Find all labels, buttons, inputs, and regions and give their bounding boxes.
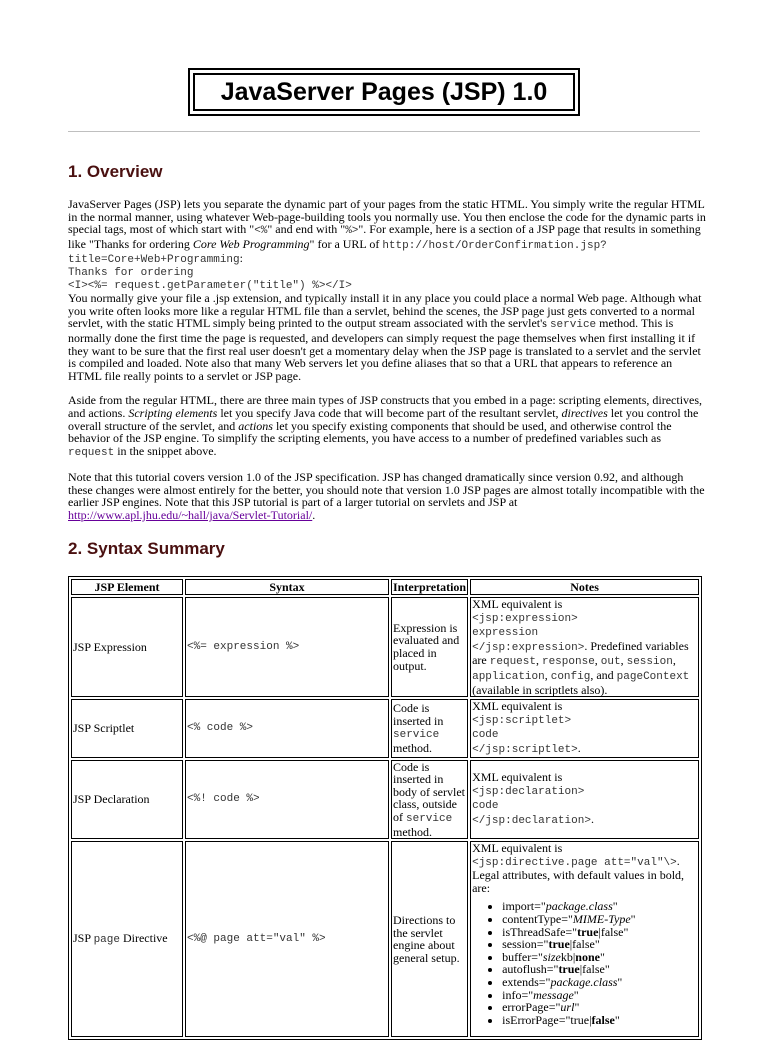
notes-xml-equiv: XML equivalent is	[472, 770, 563, 785]
cell-element: JSP Scriptlet	[71, 699, 183, 757]
cell-interpretation	[391, 760, 468, 840]
list-item: • isThreadSafe="true|false"	[502, 926, 697, 939]
cell-interpretation: Expression is evaluated and placed in output.	[391, 597, 468, 697]
code-line-2: <I><%= request.getParameter("title") %></I>	[68, 279, 352, 292]
p1-tag-close: %>	[345, 225, 359, 238]
p2-text-b: method. This is normally done the first time the page is requested, and developers can simply request the page themselves when first installing it if they want to be sure that the first real user doesn't get a momentary delay when the JSP page is translated to a servlet and the servlet is compiled and loaded. Note also that many Web servers let you define aliases that so that a URL that appears to reference an HTML file really points to a servlet or JSP page.	[68, 316, 701, 383]
page-title: JavaServer Pages (JSP) 1.0	[220, 77, 548, 106]
notes-code-body: code	[472, 729, 499, 742]
cell-notes: XML equivalent is <jsp:expression> expression </jsp:expression>. Predefined variables are request, response, out, session, application, config, and pageContext (available in scriptlets also).	[470, 597, 699, 697]
table-row	[71, 597, 699, 697]
notes-and: , and	[590, 667, 617, 682]
notes-code-close: </jsp:declaration>	[472, 814, 591, 827]
cell-syntax: <%@ page att="val" %>	[185, 841, 389, 1037]
p3-actions: actions	[238, 418, 273, 433]
cell-syntax: <%! code %>	[185, 760, 389, 840]
p3-scripting-elements: Scripting elements	[128, 405, 218, 420]
servlet-tutorial-link[interactable]: http://www.apl.jhu.edu/~hall/java/Servlet-Tutorial/	[68, 508, 313, 523]
p3-text-b: let you specify Java code that will become part of the resultant servlet,	[217, 405, 562, 420]
var-out: out	[600, 656, 621, 669]
table-header-row	[71, 579, 699, 595]
element-text-b: Directive	[119, 930, 168, 945]
notes-xml-equiv: XML equivalent is	[472, 597, 563, 611]
table-row	[71, 760, 699, 840]
horizontal-rule	[68, 131, 700, 132]
p1-url: http://host/OrderConfirmation.jsp?title=Core+Web+Programming	[68, 239, 607, 267]
notes-text: . Predefined variables are	[472, 638, 689, 668]
p1-text-c: ". For example, here is a section of a JSP page that results in something like "Thanks for ordering	[68, 222, 701, 251]
p2-text-a: You normally give your file a .jsp extension, and typically install it in any place you could place a normal Web page. Although what you write often looks more like a regular HTML file than a servlet, behind the scenes, the JSP page just gets converted to a normal servlet, with the static HTML simply being printed to the output stream associated with the servlet's	[68, 291, 702, 331]
p1-text-e: :	[239, 251, 243, 266]
attribute-list	[472, 900, 697, 1026]
header-jsp-element: JSP Element	[71, 579, 183, 595]
p2-service: service	[549, 319, 597, 332]
interp-text-b: method.	[393, 740, 432, 755]
notes-code-body: code	[472, 800, 499, 813]
notes-tail: (available in scriptlets also).	[472, 682, 608, 697]
notes-code-body: expression	[472, 627, 539, 640]
cell-element	[71, 841, 183, 1037]
header-interpretation: Interpretation	[393, 579, 467, 594]
notes-xml-equiv: XML equivalent is	[472, 841, 563, 856]
p1-tag-open: <%	[254, 225, 268, 238]
element-page: page	[93, 933, 120, 946]
p3-text-a: Aside from the regular HTML, there are three main types of JSP constructs that you embed in a page: scripting elements, directives, and actions.	[68, 393, 703, 420]
cell-notes	[470, 760, 699, 840]
p1-text-d: " for a URL of	[309, 236, 383, 251]
p3-text-e: in the snippet above.	[114, 443, 217, 458]
notes-code-open: <jsp:expression>	[472, 612, 578, 625]
list-item: • autoflush="true|false"	[502, 963, 697, 976]
notes-code-close: </jsp:scriptlet>	[472, 743, 578, 756]
notes-end: .	[676, 853, 680, 868]
header-notes: Notes	[470, 579, 699, 595]
overview-paragraph-1	[68, 198, 708, 522]
p4-text-b: .	[312, 508, 316, 523]
var-pagecontext: pageContext	[616, 670, 690, 683]
interp-service: service	[406, 812, 453, 825]
list-item: • extends="package.class"	[502, 976, 697, 989]
notes-end: .	[577, 740, 581, 755]
notes-legal: Legal attributes, with default values in bold, are:	[472, 868, 685, 895]
cell-notes	[470, 699, 699, 757]
notes-code-close: </jsp:expression>	[472, 641, 585, 654]
code-line-1: Thanks for ordering	[68, 266, 194, 279]
cell-interpretation: Directions to the servlet engine about general setup.	[391, 841, 468, 1037]
title-box	[188, 68, 580, 116]
p1-text-a: JavaServer Pages (JSP) lets you separate the dynamic part of your pages from the static HTML. You simply write the regular HTML in the normal manner, using whatever Web-page-building tools you normally use. You then enclose the code for the dynamic parts in special tags, most of which start with "	[68, 197, 706, 237]
cell-element: JSP Expression	[71, 597, 183, 697]
p4-text-a: Note that this tutorial covers version 1.0 of the JSP specification. JSP has changed dramatically since version 0.92, and although these changes were almost entirely for the better, you should note that version 1.0 JSP pages are almost totally incompatible with the earlier JSP engines. Note that this JSP tutorial is part of a larger tutorial on servlets and JSP at	[68, 470, 705, 510]
notes-end: .	[590, 811, 594, 826]
var-config: config	[550, 670, 591, 683]
table-row	[71, 841, 699, 1037]
var-request: request	[489, 656, 536, 669]
interp-text-b: method.	[393, 824, 432, 839]
interp-text-a: Code is inserted in	[393, 701, 444, 728]
p3-directives: directives	[561, 405, 608, 420]
p3-text-d: let you specify existing components that should be used, and otherwise control the behavior of the JSP engine. To simplify the scripting elements, you have access to a number of predefined variables such as	[68, 418, 672, 446]
var-application: application	[472, 670, 545, 683]
p1-text-b: " and end with "	[267, 222, 346, 237]
notes-code: <jsp:directive.page att="val"\>	[472, 856, 677, 869]
title-box-inner	[193, 73, 575, 111]
cell-element: JSP Declaration	[71, 760, 183, 840]
element-text-a: JSP	[73, 930, 94, 945]
var-response: response	[541, 656, 595, 669]
interp-service: service	[393, 729, 440, 742]
cell-syntax: <% code %>	[185, 699, 389, 757]
syntax-heading: 2. Syntax Summary	[68, 539, 225, 558]
p3-text-c: let you control the overall structure of the servlet, and	[68, 405, 699, 433]
list-item: • contentType="MIME-Type"	[502, 913, 697, 926]
list-item: • errorPage="url"	[502, 1001, 697, 1014]
notes-xml-equiv: XML equivalent is	[472, 699, 563, 714]
var-session: session	[626, 656, 673, 669]
list-item: • session="true|false"	[502, 938, 697, 951]
list-item: • isErrorPage="true|false"	[502, 1014, 697, 1027]
cell-interpretation	[391, 699, 468, 757]
p1-book-title: Core Web Programming	[192, 236, 310, 251]
table-row	[71, 699, 699, 757]
cell-notes	[470, 841, 699, 1037]
header-syntax: Syntax	[185, 579, 389, 595]
list-item: • info="message"	[502, 989, 697, 1002]
overview-heading: 1. Overview	[68, 162, 163, 181]
cell-syntax: <%= expression %>	[185, 597, 389, 697]
list-item: • buffer="sizekb|none"	[502, 951, 697, 964]
syntax-table	[68, 576, 702, 1040]
p3-request: request	[68, 446, 115, 459]
interp-text-a: Code is inserted in body of servlet class, outside of	[393, 759, 465, 824]
list-item: • import="package.class"	[502, 900, 697, 913]
notes-code-open: <jsp:scriptlet>	[472, 714, 572, 727]
notes-code-open: <jsp:declaration>	[472, 785, 585, 798]
